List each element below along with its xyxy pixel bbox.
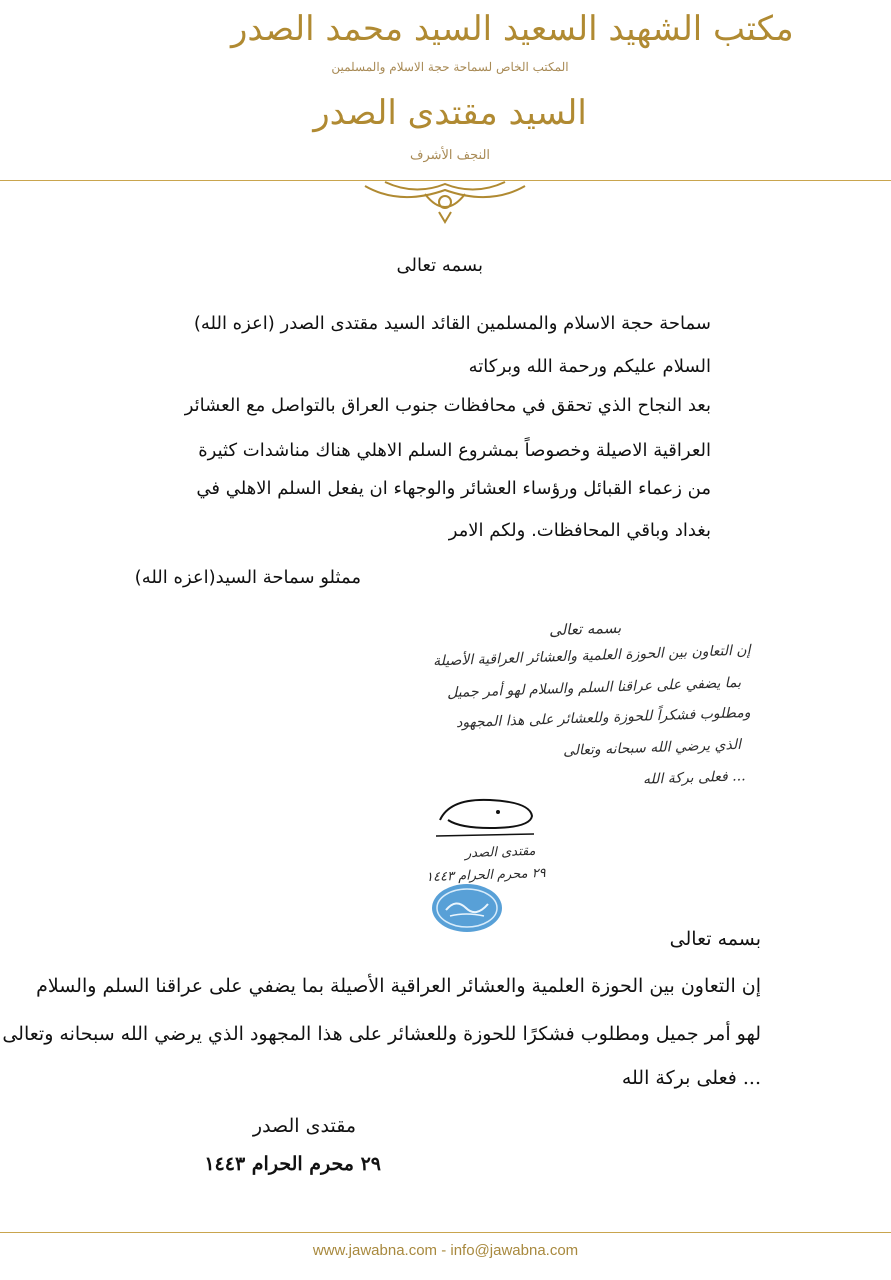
letterhead-name: السيد مقتدى الصدر <box>313 93 587 133</box>
reply-line: إن التعاون بين الحوزة العلمية والعشائر العراقية الأصيلة بما يضفي على عراقنا السلم والسلام <box>36 975 761 997</box>
handwritten-date: ٢٩ محرم الحرام ١٤٤٣ <box>426 865 547 886</box>
handwritten-line: ... فعلى بركة الله <box>643 768 747 788</box>
seal-icon <box>430 882 504 934</box>
letter-body-line: بعد النجاح الذي تحقق في محافظات جنوب العراق بالتواصل مع العشائر <box>184 395 711 416</box>
letter-body-line: من زعماء القبائل ورؤساء العشائر والوجهاء ان يفعل السلم الاهلي في <box>196 478 711 499</box>
reply-date: ٢٩ محرم الحرام ١٤٤٣ <box>204 1153 381 1175</box>
handwritten-invocation: بسمه تعالى <box>548 618 622 640</box>
ornament-icon <box>355 172 535 224</box>
footer-divider <box>0 1232 891 1233</box>
letterhead-office-title: مكتب الشهيد السعيد السيد محمد الصدر <box>231 9 794 49</box>
reply-invocation: بسمه تعالى <box>669 928 761 950</box>
letterhead-city: النجف الأشرف <box>409 148 491 163</box>
footer-contact[interactable]: www.jawabna.com - info@jawabna.com <box>312 1242 579 1259</box>
letter-address: سماحة حجة الاسلام والمسلمين القائد السيد مقتدى الصدر (اعزه الله) <box>193 313 711 334</box>
reply-signature-name: مقتدى الصدر <box>252 1115 356 1137</box>
handwritten-line: ومطلوب فشكراً للحوزة وللعشائر على هذا المجهود <box>456 704 752 732</box>
letterhead-subtitle: المكتب الخاص لسماحة حجة الاسلام والمسلمين <box>331 60 569 74</box>
reply-line: ... فعلى بركة الله <box>621 1067 761 1089</box>
letter-greeting: السلام عليكم ورحمة الله وبركاته <box>468 356 711 377</box>
letter-sender: ممثلو سماحة السيد(اعزه الله) <box>134 567 361 588</box>
letter-body-line: بغداد وباقي المحافظات. ولكم الامر <box>448 520 711 541</box>
reply-line: لهو أمر جميل ومطلوب فشكرًا للحوزة وللعشائر على هذا المجهود الذي يرضي الله سبحانه وتعالى <box>2 1023 761 1045</box>
handwritten-line: بما يضفي على عراقنا السلم والسلام لهو أمر جميل <box>446 674 742 702</box>
letter-invocation: بسمه تعالى <box>396 255 483 276</box>
handwritten-line: الذي يرضي الله سبحانه وتعالى <box>562 736 742 760</box>
handwritten-signature-name: مقتدى الصدر <box>465 843 537 862</box>
handwritten-line: إن التعاون بين الحوزة العلمية والعشائر العراقية الأصيلة <box>433 642 752 670</box>
letter-body-line: العراقية الاصيلة وخصوصاً بمشروع السلم الاهلي هناك مناشدات كثيرة <box>198 440 711 461</box>
signature-icon <box>430 790 540 848</box>
letterhead <box>0 0 891 230</box>
